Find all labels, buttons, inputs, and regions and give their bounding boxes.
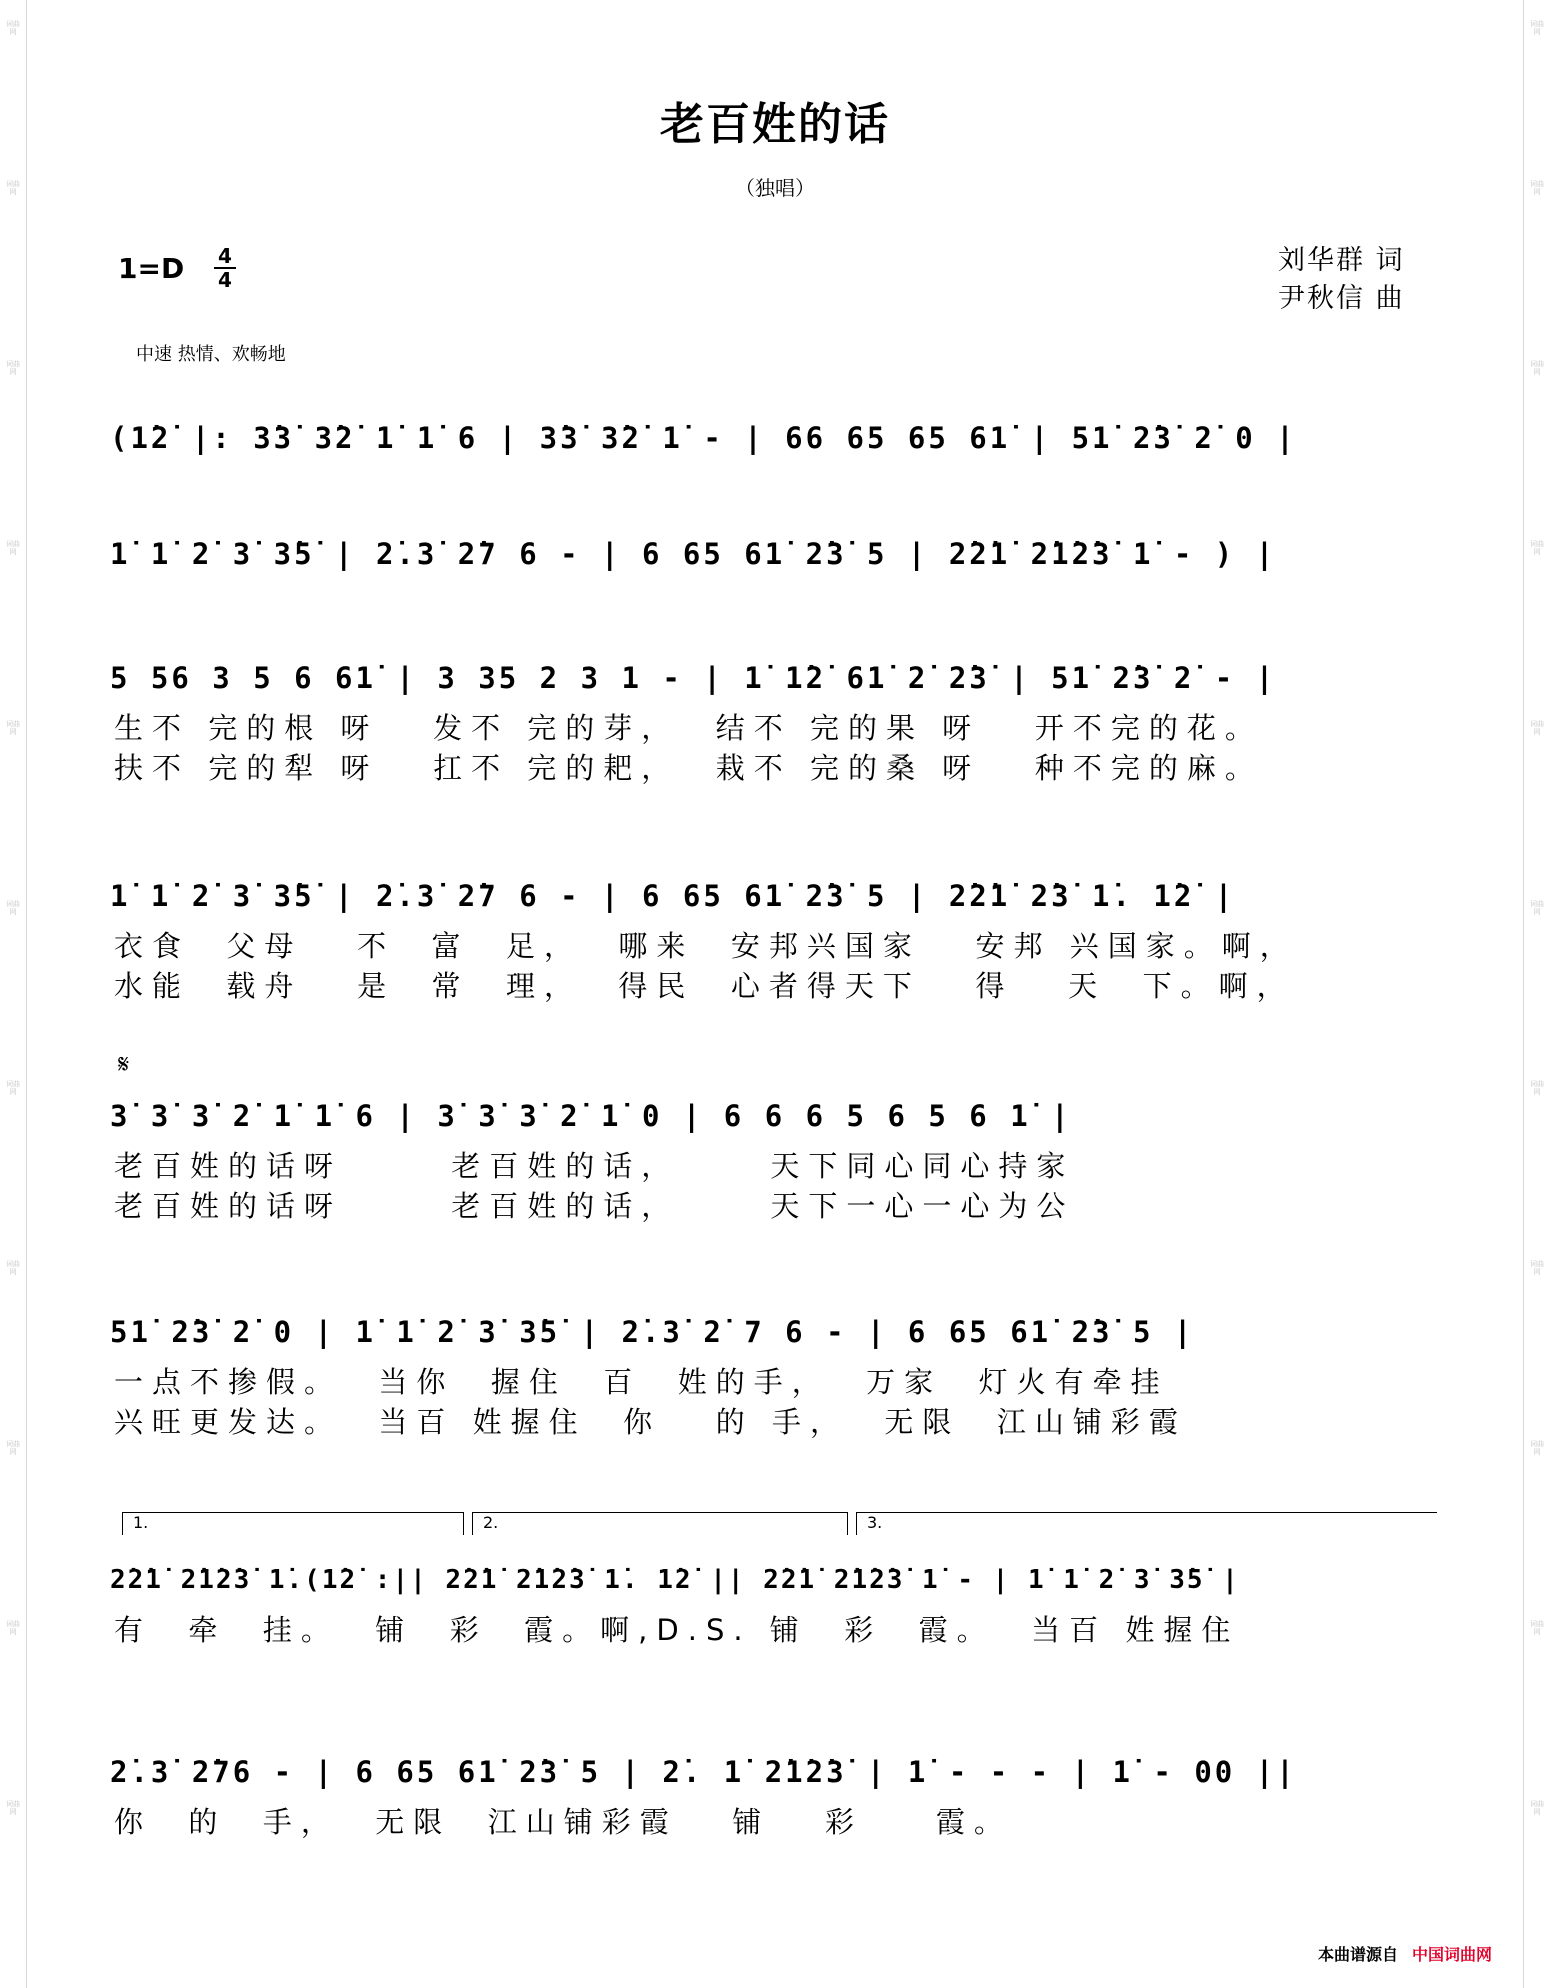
lyrics-verse-2: 老百姓的话呀 老百姓的话， 天下一心一心为公	[114, 1189, 1075, 1223]
time-signature-bottom: 4	[218, 268, 232, 292]
volta-bracket-1	[122, 1512, 464, 1535]
watermark: 词曲网	[1530, 20, 1544, 36]
watermark: 词曲网	[6, 20, 20, 36]
tempo-marking: 中速 热情、欢畅地	[136, 344, 286, 365]
watermark: 词曲网	[1530, 540, 1544, 556]
volta-label: 1.	[133, 1513, 149, 1532]
watermark: 词曲网	[6, 1800, 20, 1816]
notation-line: 2̇2̇1̇ 2̇1̇2̇3̇ 1̇.(1̇2̇ :|| 2̇2̇1̇ 2̇1̇2̇3̇ 1̇. 1̇2̇ || 2̇2̇1̇ 2̇1̇2̇3̇ 1̇ - | 1̇ 1̇ 2̇ 3̇ 3̇5̇ |	[110, 1565, 1240, 1595]
watermark: 词曲网	[1530, 1260, 1544, 1276]
notation-line: 1̇ 1̇ 2̇ 3̇ 3̇5̇ | 2̇.3̇ 2̇7 6 - | 6 65 61̇ 2̇3̇ 5 | 2̇2̇1̇ 2̇1̇2̇3̇ 1̇ - ) |	[110, 537, 1277, 571]
watermark: 词曲网	[1530, 180, 1544, 196]
lyrics-verse-2: 水能 载舟 是 常 理， 得民 心者得天下 得 天 下。啊，	[114, 969, 1295, 1003]
watermark: 词曲网	[1530, 1080, 1544, 1096]
lyrics-verse-1: 衣食 父母 不 富 足， 哪来 安邦兴国家 安邦 兴国家。啊，	[114, 929, 1298, 963]
watermark: 词曲网	[6, 1080, 20, 1096]
watermark: 词曲网	[6, 540, 20, 556]
watermark: 词曲网	[1530, 900, 1544, 916]
notation-line: (1̇2̇ |: 3̇3̇ 3̇2̇ 1̇ 1̇ 6 | 3̇3̇ 3̇2̇ 1̇ - | 66 65 65 61̇ | 51̇ 2̇3̇ 2̇ 0 |	[110, 421, 1297, 455]
watermark: 词曲网	[1530, 360, 1544, 376]
composer-credit: 尹秋信 曲	[1278, 283, 1405, 314]
notation-line: 5 56 3 5 6 61̇ | 3 35 2 3 1 - | 1̇ 1̇2̇ 61̇ 2̇ 2̇3̇ | 51̇ 2̇3̇ 2̇ - |	[110, 661, 1277, 695]
lyrics-verse-2: 兴旺更发达。 当百 姓握住 你 的 手， 无限 江山铺彩霞	[114, 1405, 1187, 1439]
time-signature-top: 4	[214, 245, 236, 269]
notation-line: 51̇ 2̇3̇ 2̇ 0 | 1̇ 1̇ 2̇ 3̇ 3̇5̇ | 2̇.3̇ 2̇ 7 6 - | 6 65 61̇ 2̇3̇ 5 |	[110, 1315, 1195, 1349]
lyrics-verse-1: 一点不掺假。 当你 握住 百 姓的手， 万家 灯火有牵挂	[114, 1365, 1169, 1399]
source-label: 本曲谱源自	[1318, 1945, 1399, 1964]
watermark: 词曲网	[1530, 1440, 1544, 1456]
watermark: 词曲网	[6, 900, 20, 916]
volta-bracket-2	[472, 1512, 848, 1535]
watermark: 词曲网	[1530, 1620, 1544, 1636]
key-signature: 1=D	[118, 252, 185, 285]
watermark: 词曲网	[6, 180, 20, 196]
watermark: 词曲网	[6, 1440, 20, 1456]
watermark: 词曲网	[1530, 1800, 1544, 1816]
volta-label: 3.	[867, 1513, 883, 1532]
notation-line: 1̇ 1̇ 2̇ 3̇ 3̇5̇ | 2̇.3̇ 2̇7 6 - | 6 65 61̇ 2̇3̇ 5 | 2̇2̇1̇ 2̇3̇ 1̇. 1̇2̇ |	[110, 879, 1236, 913]
lyrics-verse-2: 扶不 完的犁 呀 扛不 完的耙， 栽不 完的桑 呀 种不完的麻。	[114, 751, 1263, 785]
notation-line: 3̇ 3̇ 3̇ 2̇ 1̇ 1̇ 6 | 3̇ 3̇ 3̇ 2̇ 1̇ 0 | 6 6 6 5 6 5 6 1̇ |	[110, 1099, 1072, 1133]
notation-line: 2̇.3̇ 2̇76 - | 6 65 61̇ 2̇3̇ 5 | 2̇. 1̇ 2̇1̇2̇3̇ | 1̇ - - - | 1̇ - 00 ||	[110, 1755, 1297, 1789]
lyrics-verse-1: 你 的 手， 无限 江山铺彩霞 铺 彩 霞。	[114, 1805, 1012, 1839]
lyrics-verse-1: 有 牵 挂。 铺 彩 霞。啊,D.S. 铺 彩 霞。 当百 姓握住	[114, 1613, 1240, 1647]
watermark: 词曲网	[6, 1260, 20, 1276]
watermark: 词曲网	[6, 1620, 20, 1636]
watermark: 词曲网	[6, 360, 20, 376]
lyrics-verse-1: 生不 完的根 呀 发不 完的芽， 结不 完的果 呀 开不完的花。	[114, 711, 1263, 745]
footer-source	[1318, 1942, 1492, 1965]
lyrics-verse-1: 老百姓的话呀 老百姓的话， 天下同心同心持家	[114, 1149, 1075, 1183]
lyricist-credit: 刘华群 词	[1278, 245, 1405, 276]
site-link[interactable]: 中国词曲网	[1412, 1945, 1493, 1964]
performance-type: （独唱）	[735, 176, 815, 200]
watermark: 词曲网	[1530, 720, 1544, 736]
volta-label: 2.	[483, 1513, 499, 1532]
song-title: 老百姓的话	[660, 99, 890, 150]
volta-bracket-3	[856, 1512, 1437, 1535]
watermark: 词曲网	[6, 720, 20, 736]
segno-sign: 𝄋	[118, 1050, 130, 1080]
